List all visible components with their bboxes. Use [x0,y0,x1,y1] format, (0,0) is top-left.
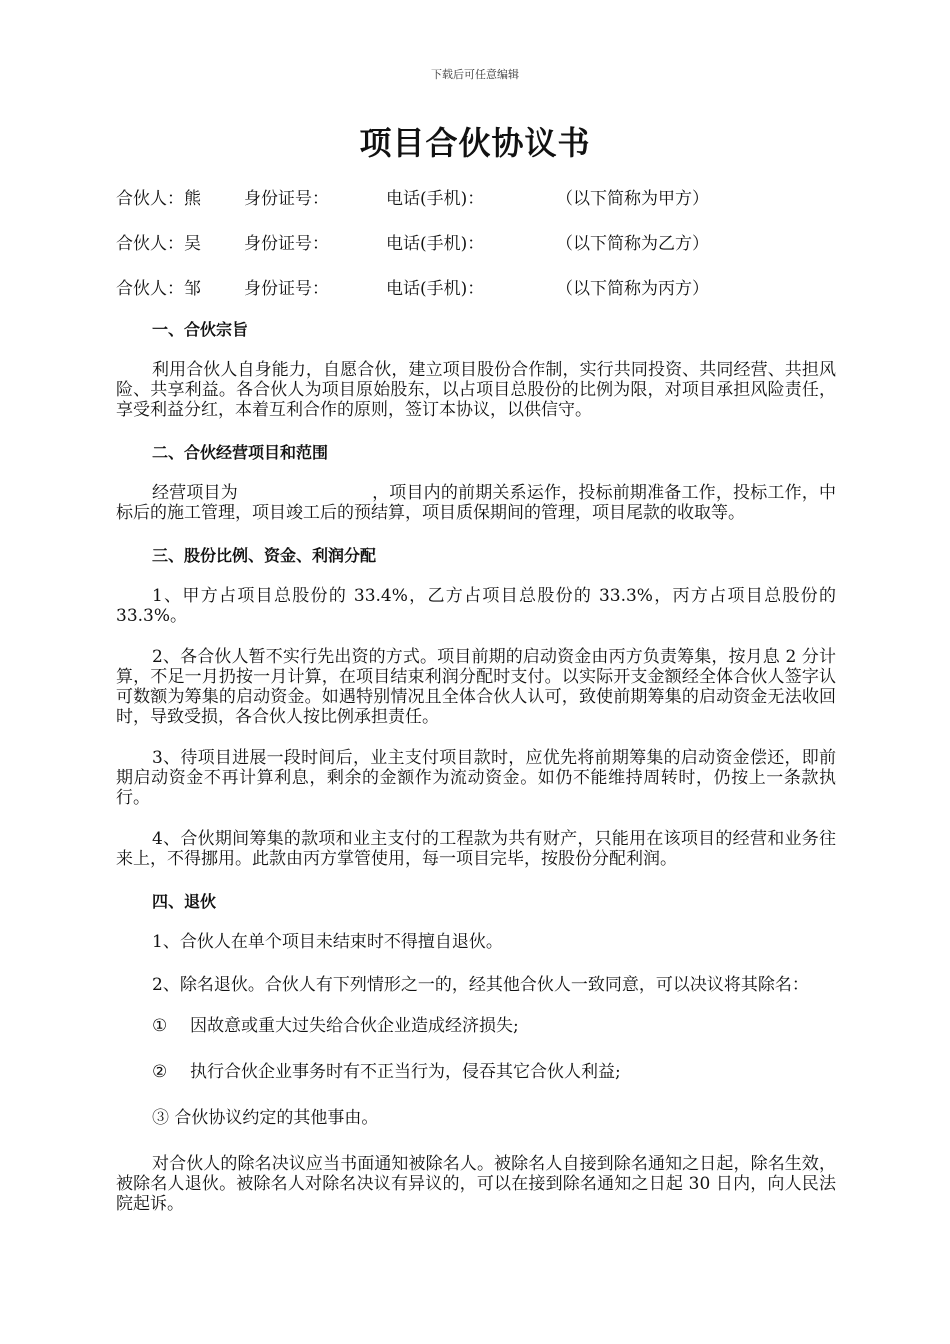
list-item-number: ② [152,1062,168,1082]
purpose-paragraph: 利用合伙人自身能力，自愿合伙，建立项目股份合作制，实行共同投资、共同经营、共担风险、共享利益。各合伙人为项目原始股东，以占项目总股份的比例为限，对项目承担风险责任，享受利益分红，本着互利合作的原则，签订本协议，以供信守。 [116,360,836,420]
partner-id-label: 身份证号： [244,234,329,254]
list-item-text: 执行合伙企业事务时有不正当行为，侵吞其它合伙人利益; [190,1062,621,1082]
withdrawal-paragraph-3: 对合伙人的除名决议应当书面通知被除名人。被除名人自接到除名通知之日起，除名生效，被除名人退伙。被除名人对除名决议有异议的，可以在接到除名通知之日起 30 日内，向人民法院起诉。 [116,1154,836,1214]
scope-text-before: 经营项目为 [152,483,238,503]
partner-name: 合伙人：邹 [116,279,201,299]
partner-phone-label: 电话(手机)： [386,234,485,254]
section-heading-purpose: 一、合伙宗旨 [152,320,249,339]
partner-list [116,184,836,319]
section-heading-withdrawal: 四、退伙 [152,892,217,911]
agreement-body [116,318,836,1235]
shares-paragraph-2: 2、各合伙人暂不实行先出资的方式。项目前期的启动资金由丙方负责筹集，按月息 2 分计算，不足一月扔按一月计算，在项目结束利润分配时支付。以实际开支金额经全体合伙人签字认可数额为筹集的启动资金。如遇特别情况且全体合伙人认可，致使前期筹集的启动资金无法收回时，导致受损，各合伙人按比例承担责任。 [116,647,836,727]
partner-name: 合伙人：吴 [116,234,201,254]
withdrawal-paragraph-1: 1、合伙人在单个项目未结束时不得擅自退伙。 [152,932,503,952]
scope-paragraph [116,483,836,523]
partner-name: 合伙人：熊 [116,189,201,209]
shares-paragraph-1: 1、甲方占项目总股份的 33.4%，乙方占项目总股份的 33.3%，丙方占项目总股份的 33.3%。 [116,586,836,626]
partner-id-label: 身份证号： [244,189,329,209]
list-item-number: ① [152,1016,168,1036]
partner-alias: （以下简称为甲方） [556,189,709,209]
list-item: ③ 合伙协议约定的其他事由。 [152,1108,379,1128]
header-note: 下载后可任意编辑 [431,68,519,81]
list-item [116,1016,836,1036]
partner-phone-label: 电话(手机)： [386,279,485,299]
partner-alias: （以下简称为乙方） [556,234,709,254]
partner-row [116,274,836,319]
list-item-text: 因故意或重大过失给合伙企业造成经济损失; [190,1016,519,1036]
scope-text-after: ，项目内的前期关系运作，投标前期准备工作，投标工作，中标后的施工管理，项目竣工后的预结算，项目质保期间的管理，项目尾款的收取等。 [116,483,836,523]
shares-paragraph-4: 4、合伙期间筹集的款项和业主支付的工程款为共有财产，只能用在该项目的经营和业务往来上，不得挪用。此款由丙方掌管使用，每一项目完毕，按股份分配利润。 [116,829,836,869]
partner-row [116,184,836,229]
shares-paragraph-3: 3、待项目进展一段时间后，业主支付项目款时，应优先将前期筹集的启动资金偿还，即前期启动资金不再计算利息，剩余的金额作为流动资金。如仍不能维持周转时，仍按上一条款执行。 [116,748,836,808]
partner-alias: （以下简称为丙方） [556,279,709,299]
section-heading-shares: 三、股份比例、资金、利润分配 [152,546,377,565]
partner-row [116,229,836,274]
partner-id-label: 身份证号： [244,279,329,299]
partner-phone-label: 电话(手机)： [386,189,485,209]
withdrawal-paragraph-2: 2、除名退伙。合伙人有下列情形之一的，经其他合伙人一致同意，可以决议将其除名： [152,975,809,995]
section-heading-scope: 二、合伙经营项目和范围 [152,443,329,462]
document-title: 项目合伙协议书 [359,124,591,162]
list-item [116,1062,836,1082]
